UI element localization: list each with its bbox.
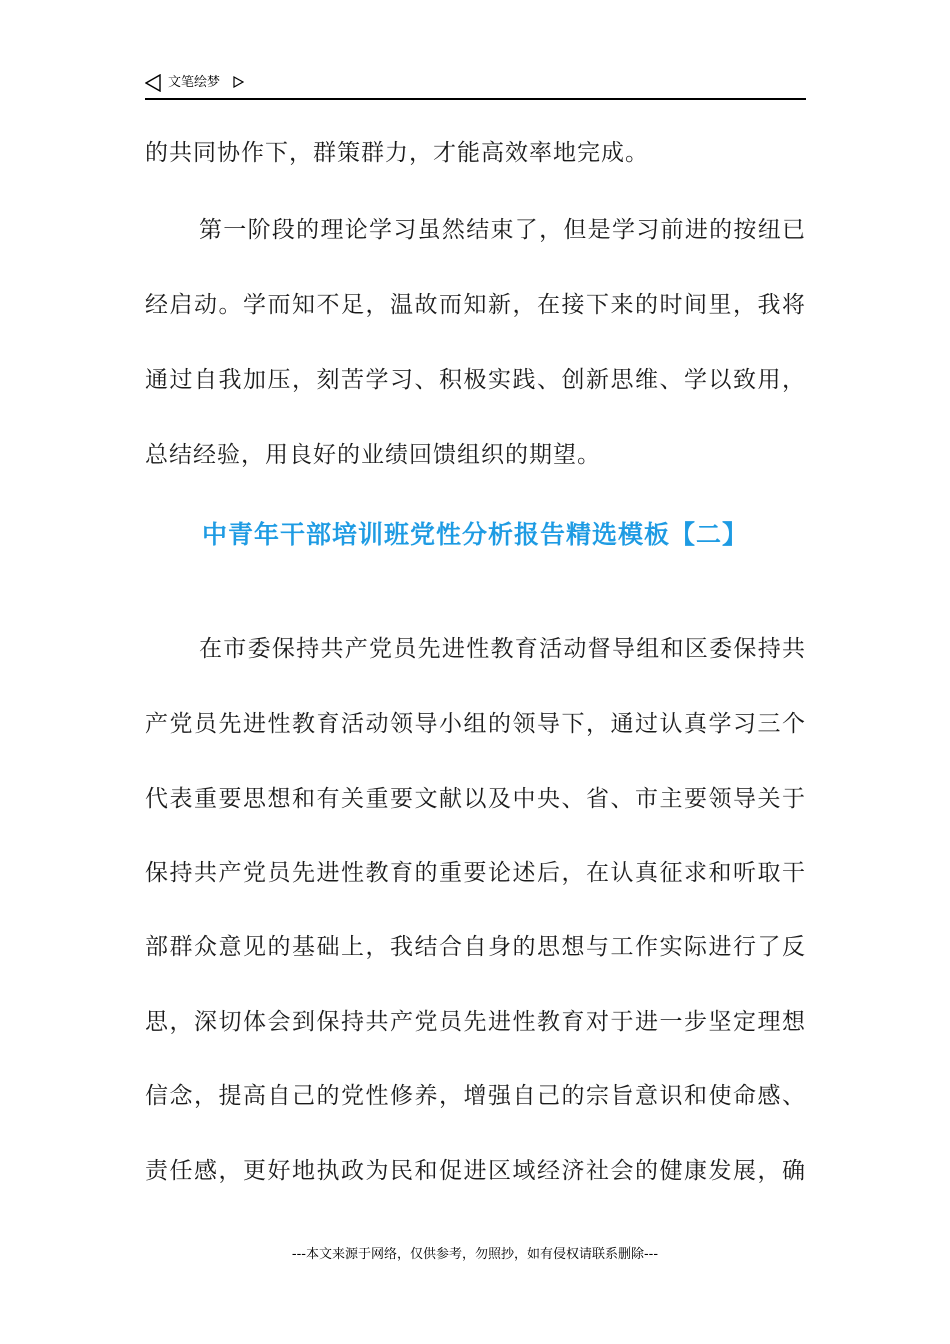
paragraph-line: 通过自我加压，刻苦学习、积极实践、创新思维、学以致用， (145, 367, 806, 393)
paragraph-line: 产党员先进性教育活动领导小组的领导下，通过认真学习三个 (145, 711, 806, 737)
paragraph-line: 信念，提高自己的党性修养，增强自己的宗旨意识和使命感、 (145, 1083, 806, 1109)
footer-disclaimer: ---本文来源于网络，仅供参考，勿照抄，如有侵权请联系删除--- (291, 1247, 659, 1262)
triangle-right-icon (233, 76, 244, 88)
paragraph-line: 总结经验，用良好的业绩回馈组织的期望。 (145, 442, 601, 468)
header-title: 文笔绘梦 (168, 75, 221, 90)
paragraph-line: 在市委保持共产党员先进性教育活动督导组和区委保持共 (199, 636, 806, 662)
section-heading: 中青年干部培训班党性分析报告精选模板【二】 (201, 520, 748, 549)
paragraph-line: 经启动。学而知不足，温故而知新，在接下来的时间里，我将 (145, 292, 806, 318)
paragraph-line: 保持共产党员先进性教育的重要论述后，在认真征求和听取干 (145, 860, 806, 886)
paragraph-line: 责任感，更好地执政为民和促进区域经济社会的健康发展，确 (145, 1158, 806, 1184)
paragraph-line: 的共同协作下，群策群力，才能高效率地完成。 (145, 140, 649, 166)
triangle-left-icon (145, 74, 161, 92)
paragraph-line: 第一阶段的理论学习虽然结束了，但是学习前进的按纽已 (199, 217, 806, 243)
paragraph-line: 部群众意见的基础上，我结合自身的思想与工作实际进行了反 (145, 934, 806, 960)
page-header (145, 72, 806, 100)
paragraph-line: 代表重要思想和有关重要文献以及中央、省、市主要领导关于 (145, 786, 806, 812)
paragraph-line: 思，深切体会到保持共产党员先进性教育对于进一步坚定理想 (145, 1009, 806, 1035)
